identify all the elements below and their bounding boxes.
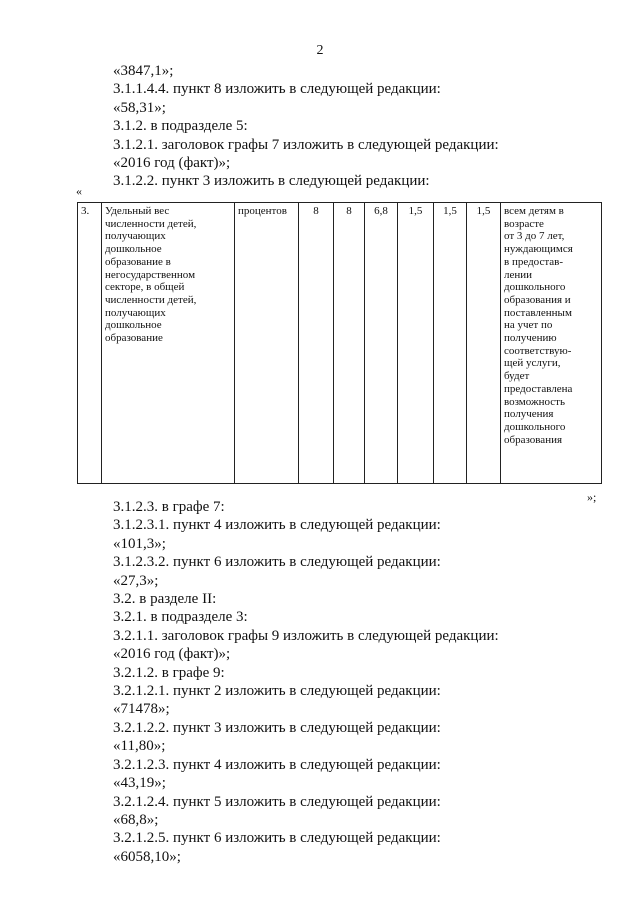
amendments-before-table [113, 62, 499, 191]
text-line: «101,3»; [113, 535, 166, 552]
text-line: 3.2. в разделе II: [113, 591, 217, 608]
table-close-quote: »; [587, 490, 597, 504]
text-line: 3.2.1.2.5. пункт 6 изложить в следующей редакции: [113, 830, 441, 847]
text-line: 3.1.2.1. заголовок графы 7 изложить в следующей редакции: [113, 136, 499, 153]
text-line: 3.1.2.3. в графе 7: [113, 499, 225, 515]
page-number: 2 [316, 43, 324, 58]
indicator-name: Удельный вес численности детей, получающих дошкольное образование в негосударственном секторе, в общей численности детей, получающих дошкольное образование [102, 203, 235, 484]
value-cell: 1,5 [398, 203, 434, 484]
text-line: 3.2.1. в подразделе 3: [113, 609, 248, 626]
value-cell: 1,5 [434, 203, 467, 484]
text-line: «43,19»; [113, 775, 166, 792]
text-line: 3.1.2.3.2. пункт 6 изложить в следующей редакции: [113, 554, 441, 571]
text-line: 3.2.1.2.2. пункт 3 изложить в следующей редакции: [113, 719, 441, 736]
indicator-table [77, 202, 602, 484]
value-cell: 8 [334, 203, 365, 484]
text-line: «6058,10»; [113, 848, 181, 865]
unit-cell: процентов [235, 203, 299, 484]
text-line: 3.2.1.2.3. пункт 4 изложить в следующей редакции: [113, 756, 441, 773]
text-line: «3847,1»; [113, 63, 174, 79]
text-line: 3.1.1.4.4. пункт 8 изложить в следующей редакции: [113, 81, 441, 98]
text-line: 3.2.1.2. в графе 9: [113, 664, 225, 681]
value-cell: 6,8 [365, 203, 398, 484]
text-line: «27,3»; [113, 572, 159, 589]
note-cell: всем детям в возрасте от 3 до 7 лет, нуждающимся в предостав- лении дошкольного образования и поставленным на учет по получению соответствую- щей услуги, будет предоставлена возможность получения дошкольного образования [501, 203, 602, 484]
table-row [78, 203, 602, 484]
text-line: «2016 год (факт)»; [113, 646, 231, 663]
text-line: 3.1.2. в подразделе 5: [113, 118, 248, 135]
value-cell: 1,5 [467, 203, 501, 484]
amendments-after-table [113, 498, 499, 866]
table-open-quote: « [76, 184, 82, 198]
value-cell: 8 [299, 203, 334, 484]
text-line: 3.2.1.2.1. пункт 2 изложить в следующей редакции: [113, 683, 441, 700]
text-line: «68,8»; [113, 811, 159, 828]
text-line: 3.1.2.2. пункт 3 изложить в следующей редакции: [113, 173, 430, 190]
text-line: «2016 год (факт)»; [113, 155, 231, 172]
text-line: 3.2.1.1. заголовок графы 9 изложить в следующей редакции: [113, 627, 499, 644]
row-number: 3. [78, 203, 102, 484]
text-line: 3.2.1.2.4. пункт 5 изложить в следующей редакции: [113, 793, 441, 810]
text-line: «58,31»; [113, 99, 166, 116]
text-line: «71478»; [113, 701, 170, 718]
text-line: 3.1.2.3.1. пункт 4 изложить в следующей редакции: [113, 517, 441, 534]
text-line: «11,80»; [113, 738, 166, 755]
